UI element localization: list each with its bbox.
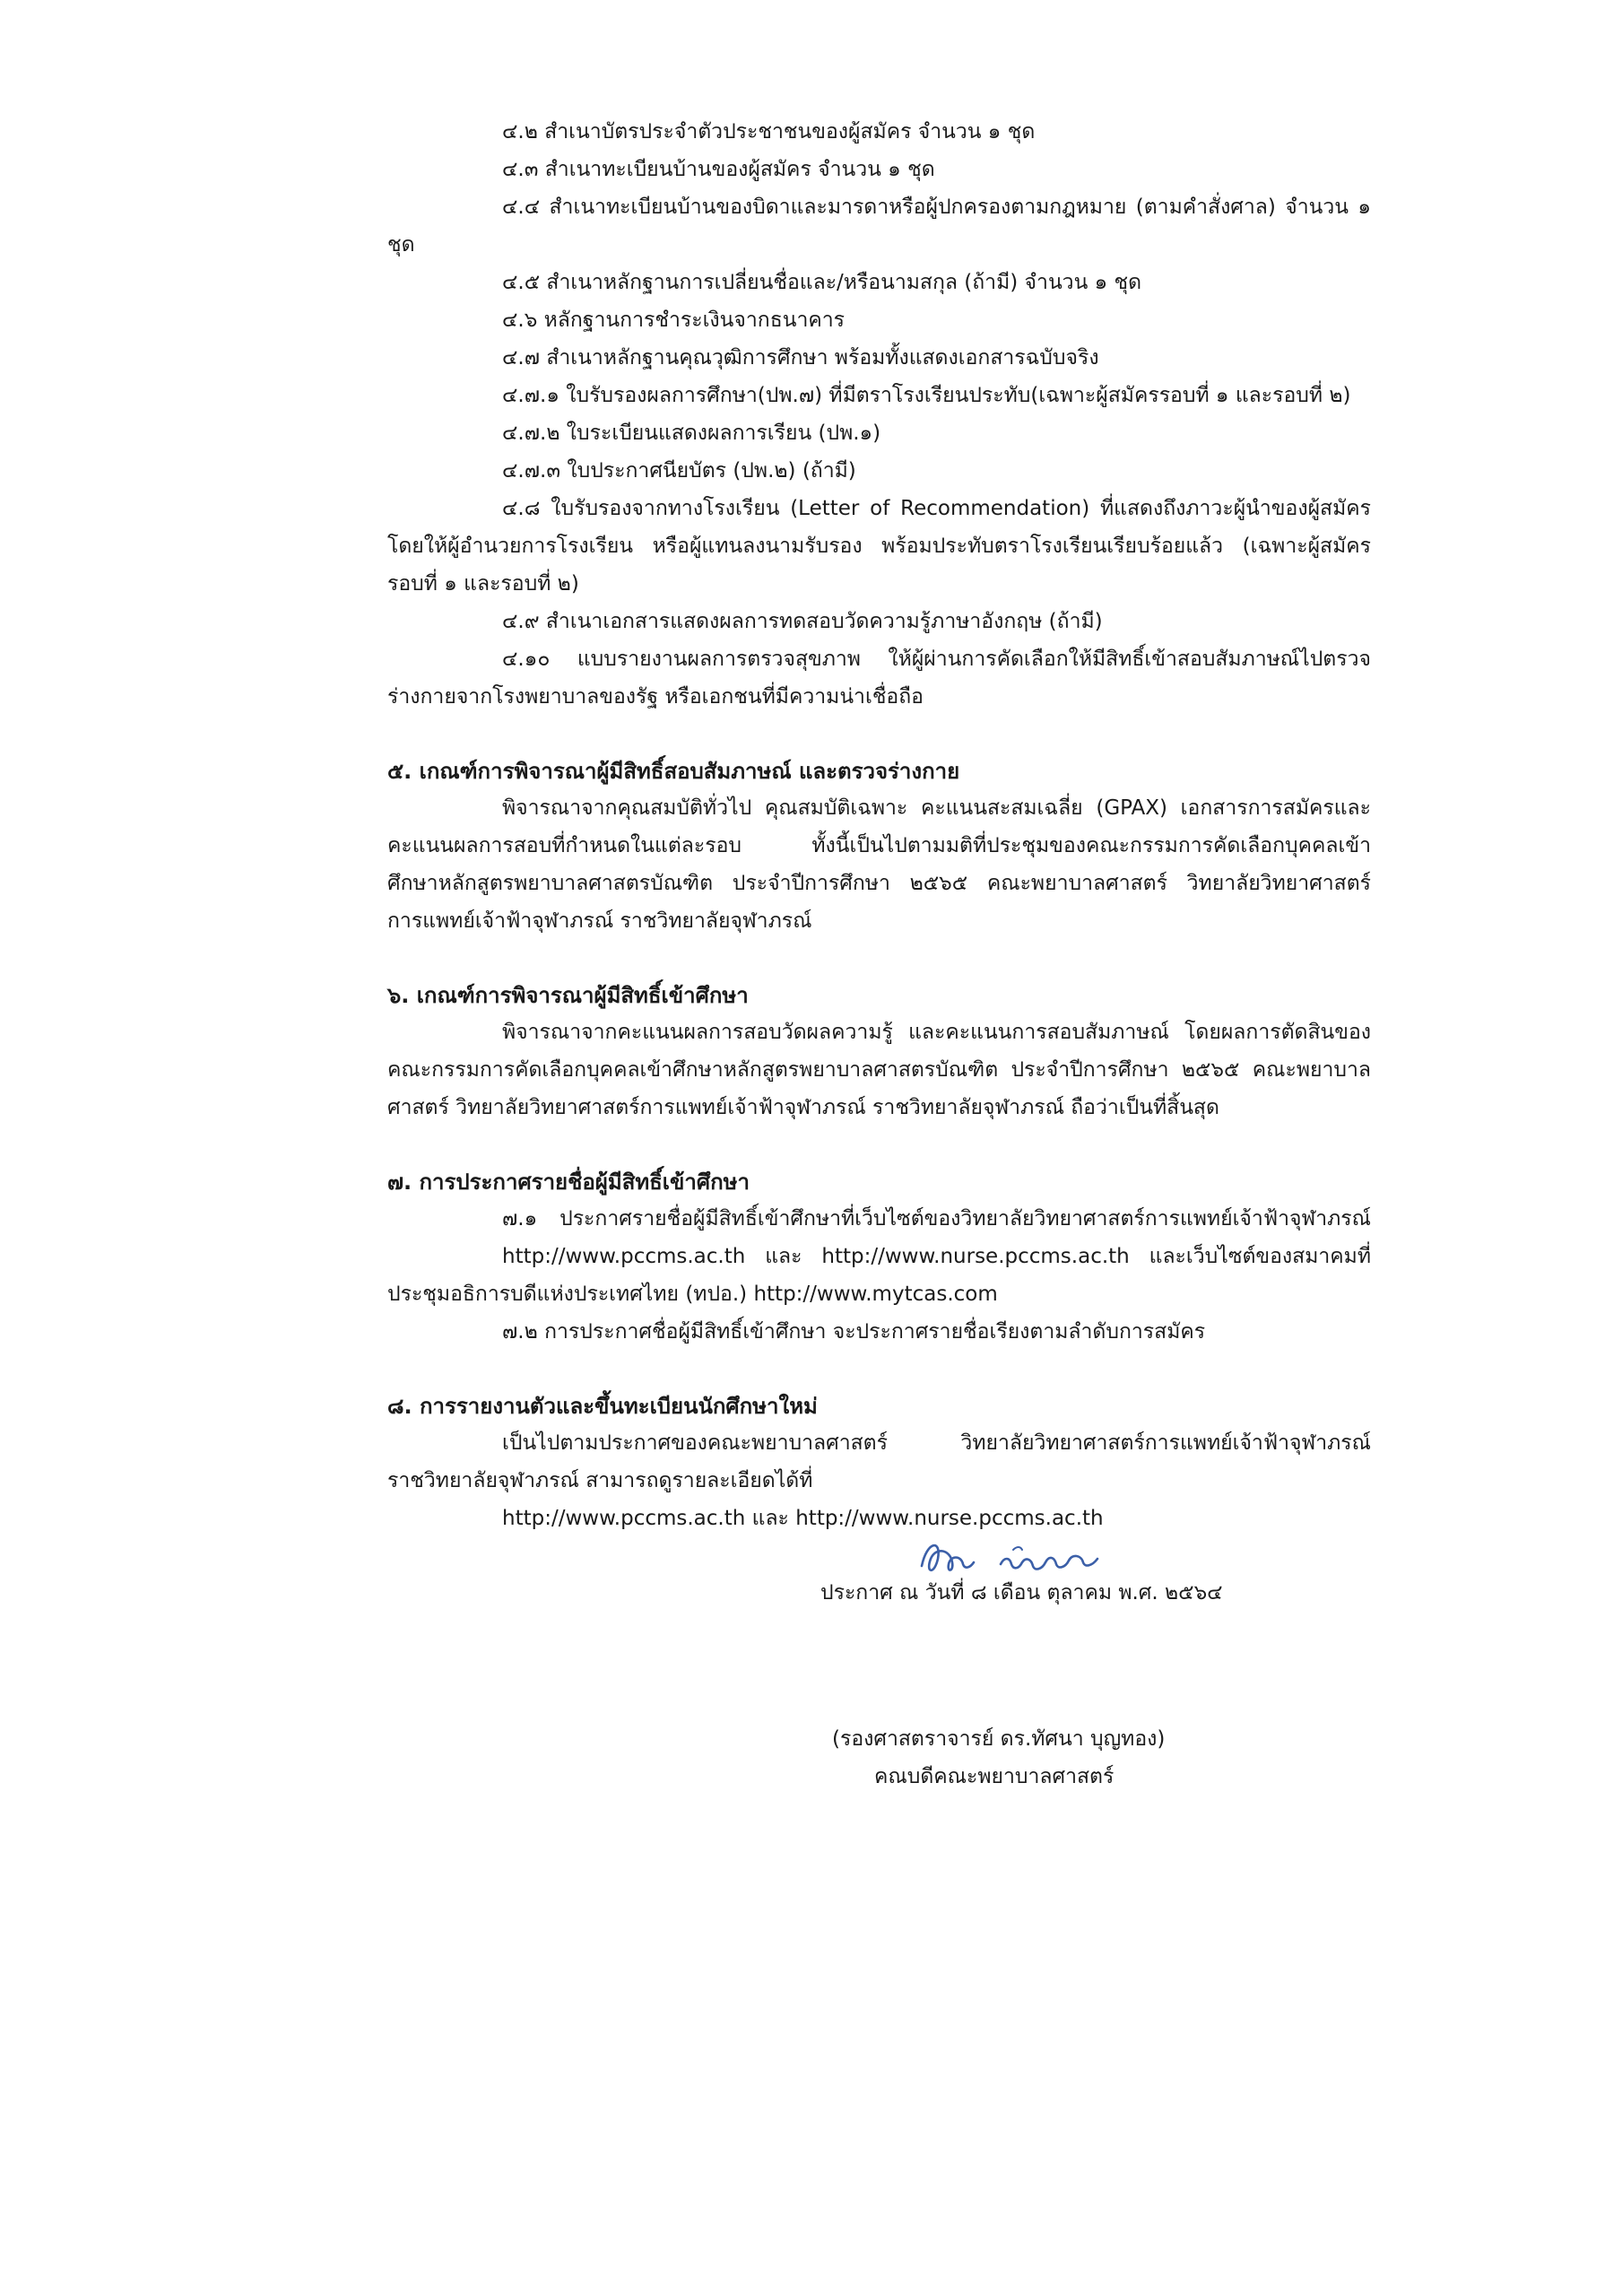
item-4-7-2: ๔.๗.๒ ใบระเบียนแสดงผลการเรียน (ปพ.๑) — [502, 422, 881, 445]
section-5-line1: พิจารณาจากคุณสมบัติทั่วไป คุณสมบัติเฉพาะ คะแนนสะสมเฉลี่ย (GPAX) เอกสารการสมัครและ — [502, 796, 1371, 820]
item-4-5: ๔.๕ สำเนาหลักฐานการเปลี่ยนชื่อและ/หรือนามสกุล (ถ้ามี) จำนวน ๑ ชุด — [502, 271, 1142, 294]
item-4-7-1: ๔.๗.๑ ใบรับรองผลการศึกษา(ปพ.๗) ที่มีตราโรงเรียนประทับ(เฉพาะผู้สมัครรอบที่ ๑ และรอบที่ ๒) — [502, 384, 1351, 407]
announcement-date: ประกาศ ณ วันที่ ๘ เดือน ตุลาคม พ.ศ. ๒๕๖๔ — [820, 1581, 1223, 1605]
item-4-10-line1: ๔.๑๐ แบบรายงานผลการตรวจสุขภาพ ให้ผู้ผ่านการคัดเลือกให้มีสิทธิ์เข้าสอบสัมภาษณ์ไปตรวจ — [502, 648, 1371, 671]
section-7-line2: http://www.pccms.ac.th และ http://www.nurse.pccms.ac.th และเว็บไซต์ของสมาคมที่ — [502, 1245, 1371, 1268]
item-4-7-3: ๔.๗.๓ ใบประกาศนียบัตร (ปพ.๒) (ถ้ามี) — [502, 459, 856, 483]
section-7-line1: ๗.๑ ประกาศรายชื่อผู้มีสิทธิ์เข้าศึกษาที่เว็บไซต์ของวิทยาลัยวิทยาศาสตร์การแพทย์เจ้าฟ้าจุฬาภรณ์ — [502, 1207, 1371, 1231]
section-8-line3: http://www.pccms.ac.th และ http://www.nurse.pccms.ac.th — [502, 1507, 1104, 1530]
section-5-line2: คะแนนผลการสอบที่กำหนดในแต่ละรอบ ทั้งนี้เป็นไปตามมติที่ประชุมของคณะกรรมการคัดเลือกบุคคลเข้า — [387, 834, 1371, 857]
item-4-7: ๔.๗ สำเนาหลักฐานคุณวุฒิการศึกษา พร้อมทั้งแสดงเอกสารฉบับจริง — [502, 346, 1099, 370]
section-6-line3: ศาสตร์ วิทยาลัยวิทยาศาสตร์การแพทย์เจ้าฟ้าจุฬาภรณ์ ราชวิทยาลัยจุฬาภรณ์ ถือว่าเป็นที่สิ้นสุด — [387, 1096, 1219, 1119]
section-7-heading: ๗. การประกาศรายชื่อผู้มีสิทธิ์เข้าศึกษา — [387, 1170, 750, 1195]
section-5-heading: ๕. เกณฑ์การพิจารณาผู้มีสิทธิ์สอบสัมภาษณ์ และตรวจร่างกาย — [387, 759, 960, 784]
section-6-line1: พิจารณาจากคะแนนผลการสอบวัดผลความรู้ และคะแนนการสอบสัมภาษณ์ โดยผลการตัดสินของ — [502, 1021, 1371, 1044]
section-8-line2: ราชวิทยาลัยจุฬาภรณ์ สามารถดูรายละเอียดได้ที่ — [387, 1469, 813, 1492]
item-4-10-line2: ร่างกายจากโรงพยาบาลของรัฐ หรือเอกชนที่มีความน่าเชื่อถือ — [387, 685, 924, 709]
section-8-line1: เป็นไปตามประกาศของคณะพยาบาลศาสตร์ วิทยาลัยวิทยาศาสตร์การแพทย์เจ้าฟ้าจุฬาภรณ์ — [502, 1431, 1371, 1455]
signer-title: คณบดีคณะพยาบาลศาสตร์ — [874, 1765, 1115, 1788]
section-7-line3: ประชุมอธิการบดีแห่งประเทศไทย (ทปอ.) http://www.mytcas.com — [387, 1283, 998, 1306]
item-4-6: ๔.๖ หลักฐานการชำระเงินจากธนาคาร — [502, 309, 846, 332]
item-4-8-line2: โดยให้ผู้อำนวยการโรงเรียน หรือผู้แทนลงนามรับรอง พร้อมประทับตราโรงเรียนเรียบร้อยแล้ว (เฉพาะผู้สมัคร — [387, 535, 1371, 558]
item-4-8-line1: ๔.๘ ใบรับรองจากทางโรงเรียน (Letter of Recommendation) ที่แสดงถึงภาวะผู้นำของผู้สมัคร — [502, 497, 1371, 520]
section-5-line4: การแพทย์เจ้าฟ้าจุฬาภรณ์ ราชวิทยาลัยจุฬาภรณ์ — [387, 909, 812, 933]
section-6-heading: ๖. เกณฑ์การพิจารณาผู้มีสิทธิ์เข้าศึกษา — [387, 983, 749, 1008]
item-4-4-line2: ชุด — [387, 233, 415, 257]
section-5-line3: ศึกษาหลักสูตรพยาบาลศาสตรบัณฑิต ประจำปีการศึกษา ๒๕๖๕ คณะพยาบาลศาสตร์ วิทยาลัยวิทยาศาสตร์ — [387, 872, 1371, 895]
item-4-4-line1: ๔.๔ สำเนาทะเบียนบ้านของบิดาและมารดาหรือผู้ปกครองตามกฎหมาย (ตามคำสั่งศาล) จำนวน ๑ — [502, 196, 1371, 219]
section-7-line4: ๗.๒ การประกาศชื่อผู้มีสิทธิ์เข้าศึกษา จะประกาศรายชื่อเรียงตามลำดับการสมัคร — [502, 1320, 1206, 1344]
item-4-8-line3: รอบที่ ๑ และรอบที่ ๒) — [387, 572, 579, 596]
item-4-3: ๔.๓ สำเนาทะเบียนบ้านของผู้สมัคร จำนวน ๑ ชุด — [502, 158, 935, 181]
section-6-line2: คณะกรรมการคัดเลือกบุคคลเข้าศึกษาหลักสูตรพยาบาลศาสตรบัณฑิต ประจำปีการศึกษา ๒๕๖๕ คณะพยาบาล — [387, 1058, 1371, 1082]
item-4-9: ๔.๙ สำเนาเอกสารแสดงผลการทดสอบวัดความรู้ภาษาอังกฤษ (ถ้ามี) — [502, 610, 1103, 633]
section-8-heading: ๘. การรายงานตัวและขึ้นทะเบียนนักศึกษาใหม่ — [387, 1394, 818, 1419]
item-4-2: ๔.๒ สำเนาบัตรประจำตัวประชาชนของผู้สมัคร จำนวน ๑ ชุด — [502, 120, 1036, 144]
signer-name: (รองศาสตราจารย์ ดร.ทัศนา บุญทอง) — [832, 1727, 1166, 1751]
signature-image — [915, 1523, 1112, 1586]
